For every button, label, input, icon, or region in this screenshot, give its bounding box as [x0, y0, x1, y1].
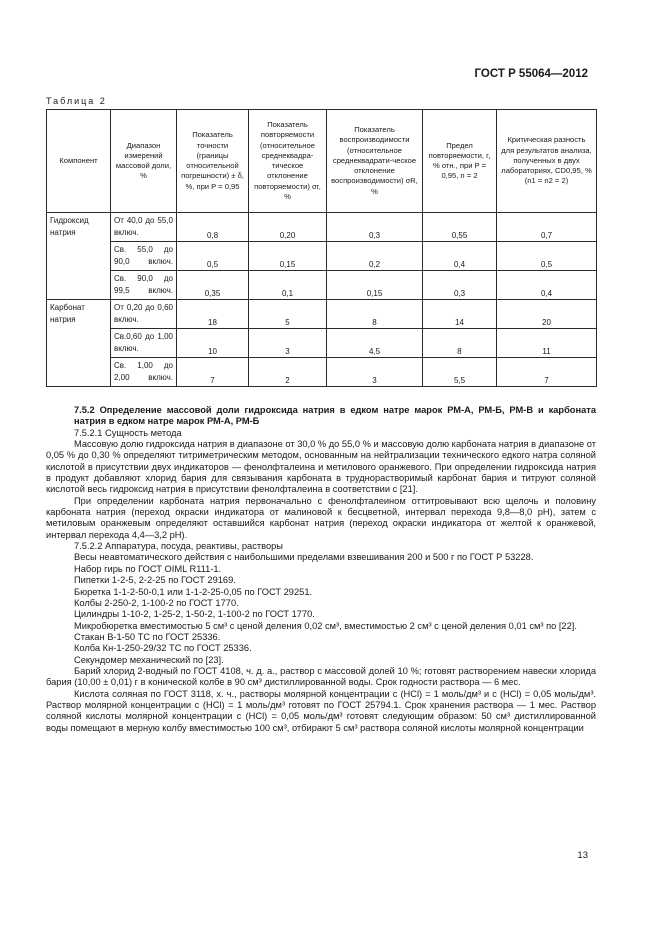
paragraph: Бюретка 1-1-2-50-0,1 или 1-1-2-25-0,05 по ГОСТ 29251.: [74, 586, 313, 597]
value-cell: 5: [249, 300, 327, 329]
paragraph: Секундомер механический по [23].: [74, 654, 224, 665]
value-cell: 8: [327, 300, 423, 329]
value-cell: 10: [177, 329, 249, 358]
range-cell: Св. 55,0 до 90,0 включ.: [111, 242, 177, 271]
paragraph: Барий хлорид 2-водный по ГОСТ 4108, ч. д. а., раствор с массовой долей 10 %; готовят растворением навески хлорида бария (10,00 ± 0,01) г в конической колбе в 90 см³ дистиллированной воды. Срок годности раствора — 6 мес.: [46, 665, 596, 688]
paragraph: Набор гирь по ГОСТ OIML R111-1.: [74, 563, 222, 574]
table-row: [47, 271, 597, 300]
value-cell: 0,4: [423, 242, 497, 271]
value-cell: 3: [249, 329, 327, 358]
value-cell: 0,5: [497, 242, 597, 271]
document-id: ГОСТ Р 55064—2012: [474, 68, 588, 80]
value-cell: 18: [177, 300, 249, 329]
paragraph: Стакан В-1-50 ТС по ГОСТ 25336.: [74, 631, 221, 642]
col-header-accuracy: Показатель точности (границы относительной погрешности) ± δ, %, при P = 0,95: [177, 110, 249, 213]
value-cell: 0,35: [177, 271, 249, 300]
value-cell: 0,3: [423, 271, 497, 300]
paragraph: Пипетки 1-2-5, 2-2-25 по ГОСТ 29169.: [74, 575, 236, 586]
value-cell: 5,5: [423, 358, 497, 387]
document-body: [46, 405, 596, 734]
value-cell: 0,15: [327, 271, 423, 300]
col-header-critical-difference: Критическая разность для результатов анализа, полученных в двух лабораториях, CD0,95, % (n1 = n2 = 2): [497, 110, 597, 213]
value-cell: 0,8: [177, 213, 249, 242]
col-header-repeatability-limit: Предел повторяемости, r, % отн., при P = 0,95, n = 2: [423, 110, 497, 213]
value-cell: 11: [497, 329, 597, 358]
table-row: [47, 358, 597, 387]
value-cell: 0,55: [423, 213, 497, 242]
value-cell: 0,2: [327, 242, 423, 271]
value-cell: 14: [423, 300, 497, 329]
range-cell: Св.0,60 до 1,00 включ.: [111, 329, 177, 358]
value-cell: 4,5: [327, 329, 423, 358]
section-heading: 7.5.2 Определение массовой доли гидроксида натрия в едком натре марок РМ-А, РМ-Б, РМ-В и карбоната натрия в едком натре марок РМ-А, РМ-Б: [74, 405, 596, 427]
table-row: [47, 329, 597, 358]
range-cell: От 0,20 до 0,60 включ.: [111, 300, 177, 329]
value-cell: 0,5: [177, 242, 249, 271]
range-cell: От 40,0 до 55,0 включ.: [111, 213, 177, 242]
table-caption: Таблица 2: [46, 96, 107, 106]
paragraph: Колбы 2-250-2, 1-100-2 по ГОСТ 1770.: [74, 597, 239, 608]
value-cell: 0,7: [497, 213, 597, 242]
paragraph: Колба Кн-1-250-29/32 ТС по ГОСТ 25336.: [74, 643, 252, 654]
col-header-reproducibility: Показатель воспроизводимости (относительное среднеквадрати-ческое отклонение воспроизводимости) σR, %: [327, 110, 423, 213]
component-cell: Гидроксид натрия: [47, 213, 111, 300]
table-row: [47, 300, 597, 329]
subsection-heading: 7.5.2.2 Аппаратура, посуда, реактивы, растворы: [74, 541, 283, 552]
paragraph: Весы неавтоматического действия с наибольшими пределами взвешивания 200 и 500 г по ГОСТ Р 53228.: [74, 552, 534, 563]
value-cell: 7: [497, 358, 597, 387]
paragraph: При определении карбоната натрия первоначально с фенолфталеином оттитровывают всю щелочь и половину карбоната натрия (переход окраски индикатора от малиновой к бесцветной, интервал перехода 9,8—8,0 pH), затем с метиловым оранжевым определяют оставшийся карбонат натрия (переход окраски индикатора от желтой к оранжевой, интервал перехода 4,4—3,2 pH).: [46, 495, 596, 540]
value-cell: 20: [497, 300, 597, 329]
value-cell: 7: [177, 358, 249, 387]
col-header-component: Компонент: [47, 110, 111, 213]
value-cell: 3: [327, 358, 423, 387]
data-table: [46, 109, 597, 387]
subsection-heading: 7.5.2.1 Сущность метода: [74, 427, 182, 438]
value-cell: 0,20: [249, 213, 327, 242]
value-cell: 8: [423, 329, 497, 358]
paragraph: Цилиндры 1-10-2, 1-25-2, 1-50-2, 1-100-2 по ГОСТ 1770.: [74, 609, 315, 620]
component-cell: Карбонат натрия: [47, 300, 111, 387]
range-cell: Св. 90,0 до 99,5 включ.: [111, 271, 177, 300]
col-header-range: Диапазон измерений массовой доли, %: [111, 110, 177, 213]
value-cell: 0,1: [249, 271, 327, 300]
page-number: 13: [577, 850, 588, 861]
range-cell: Св. 1,00 до 2,00 включ.: [111, 358, 177, 387]
paragraph: Микробюретка вместимостью 5 см³ с ценой деления 0,02 см³, вместимостью 2 см³ с ценой деления 0,01 см³ по [22].: [74, 620, 577, 631]
paragraph: Массовую долю гидроксида натрия в диапазоне от 30,0 % до 55,0 % и массовую долю карбоната натрия в диапазоне от 0,05 % до 0,30 % определяют титриметрическим методом, основанным на нейтрализации технического едкого натра соляной кислотой в присутствии двух индикаторов — фенолфталеина и метилового оранжевого. При определении гидроксида натрия в продукт добавляют хлорид бария для связывания карбоната в труднорастворимый карбонат бария и титруют соляной кислотой весь гидроксид натрия в присутствии фенолфталеина в соответствии с [21].: [46, 439, 596, 495]
value-cell: 0,3: [327, 213, 423, 242]
table-header-row: [47, 110, 597, 213]
paragraph: Кислота соляная по ГОСТ 3118, х. ч., растворы молярной концентрации c (HCl) = 1 моль/дм³ и c (HCl) = 0,05 моль/дм³. Раствор молярной концентрации c (HCl) = 1 моль/дм³ готовят по ГОСТ 25794.1. Срок хранения раствора — 1 мес. Раствор соляной кислоты молярной концентрации c (HCl) = 0,05 моль/дм³ готовят следующим образом: 50 см³ дистиллированной воды помещают в мерную колбу вместимостью 100 см³, отбирают 5 см³ раствора соляной кислоты молярной концентрации: [46, 688, 596, 733]
table-row: [47, 242, 597, 271]
col-header-repeatability: Показатель повторяемости (относительное среднеквадра-тическое отклонение повторяемости) σr, %: [249, 110, 327, 213]
value-cell: 2: [249, 358, 327, 387]
value-cell: 0,15: [249, 242, 327, 271]
value-cell: 0,4: [497, 271, 597, 300]
table-row: [47, 213, 597, 242]
